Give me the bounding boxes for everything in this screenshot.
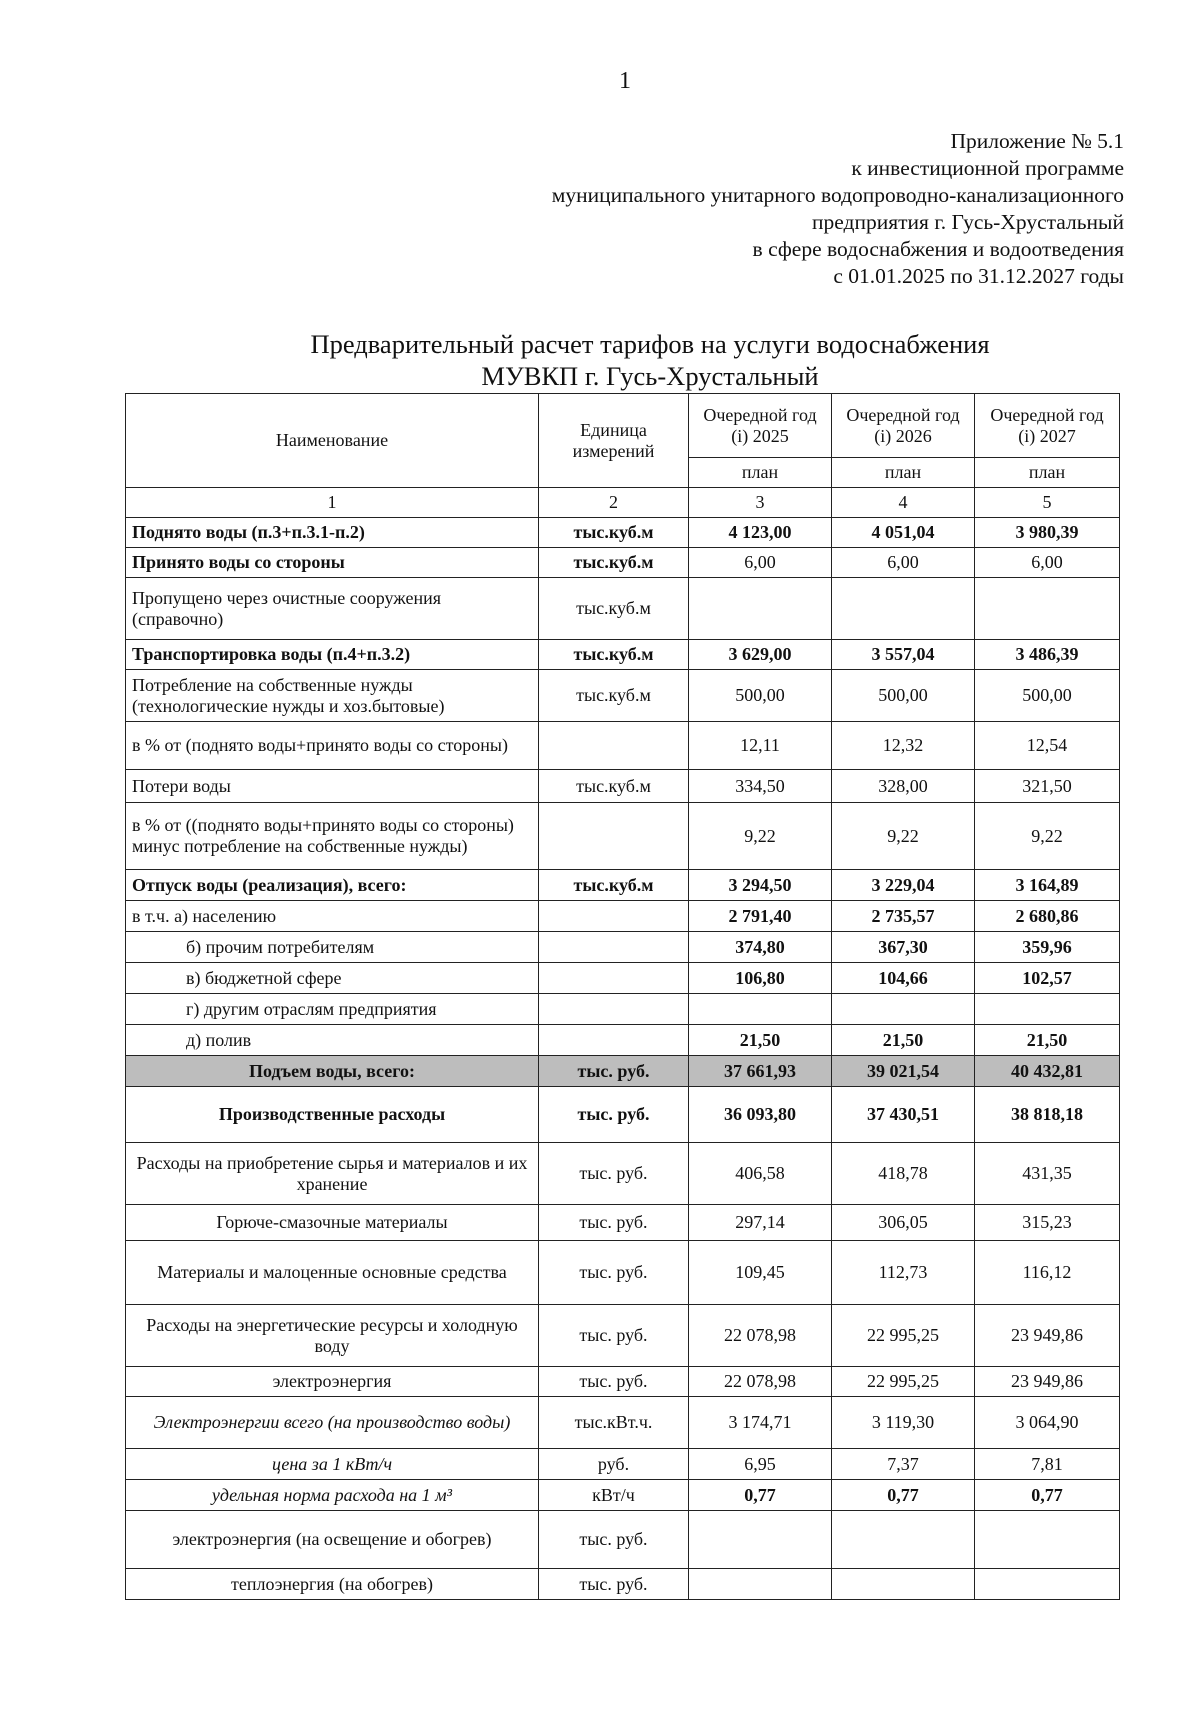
value-2025: 2 791,40 xyxy=(689,901,832,932)
row-unit: тыс.куб.м xyxy=(539,640,689,670)
value-2027: 23 949,86 xyxy=(975,1367,1120,1397)
annex-line: с 01.01.2025 по 31.12.2027 годы xyxy=(833,264,1124,288)
row-name: Потребление на собственные нужды (технологические нужды и хоз.бытовые) xyxy=(126,670,539,722)
row-name: электроэнергия xyxy=(126,1367,539,1397)
table-row xyxy=(126,770,1120,803)
row-name: удельная норма расхода на 1 м³ xyxy=(126,1480,539,1511)
value-2026 xyxy=(832,994,975,1025)
value-2026: 3 119,30 xyxy=(832,1397,975,1449)
row-name: Транспортировка воды (п.4+п.3.2) xyxy=(126,640,539,670)
row-unit: тыс. руб. xyxy=(539,1056,689,1087)
table-row xyxy=(126,932,1120,963)
row-unit: тыс.куб.м xyxy=(539,670,689,722)
value-2025: 22 078,98 xyxy=(689,1367,832,1397)
value-2025: 3 294,50 xyxy=(689,870,832,901)
value-2027 xyxy=(975,578,1120,640)
value-2026: 500,00 xyxy=(832,670,975,722)
col-number: 3 xyxy=(689,488,832,518)
value-2025: 4 123,00 xyxy=(689,518,832,548)
table-row xyxy=(126,1449,1120,1480)
value-2026: 6,00 xyxy=(832,548,975,578)
header-year-2027: Очередной год (i) 2027 xyxy=(975,394,1120,458)
value-2025: 37 661,93 xyxy=(689,1056,832,1087)
row-unit: тыс.куб.м xyxy=(539,548,689,578)
value-2027: 38 818,18 xyxy=(975,1087,1120,1143)
header-year-2025: Очередной год (i) 2025 xyxy=(689,394,832,458)
row-name: Отпуск воды (реализация), всего: xyxy=(126,870,539,901)
value-2026: 3 557,04 xyxy=(832,640,975,670)
value-2025: 6,00 xyxy=(689,548,832,578)
value-2027: 321,50 xyxy=(975,770,1120,803)
value-2027: 315,23 xyxy=(975,1205,1120,1241)
row-unit: тыс.куб.м xyxy=(539,770,689,803)
table-row xyxy=(126,670,1120,722)
value-2026: 7,37 xyxy=(832,1449,975,1480)
value-2025: 36 093,80 xyxy=(689,1087,832,1143)
row-name: в) бюджетной сфере xyxy=(126,963,539,994)
row-unit: тыс. руб. xyxy=(539,1569,689,1600)
value-2027: 0,77 xyxy=(975,1480,1120,1511)
value-2026: 418,78 xyxy=(832,1143,975,1205)
table-row xyxy=(126,1511,1120,1569)
row-unit: тыс.кВт.ч. xyxy=(539,1397,689,1449)
value-2027: 431,35 xyxy=(975,1143,1120,1205)
row-unit: тыс. руб. xyxy=(539,1205,689,1241)
value-2027: 7,81 xyxy=(975,1449,1120,1480)
value-2025: 406,58 xyxy=(689,1143,832,1205)
value-2027: 2 680,86 xyxy=(975,901,1120,932)
value-2027: 3 980,39 xyxy=(975,518,1120,548)
row-unit: кВт/ч xyxy=(539,1480,689,1511)
value-2027: 116,12 xyxy=(975,1241,1120,1305)
header-plan: план xyxy=(689,458,832,488)
value-2027: 359,96 xyxy=(975,932,1120,963)
annex-line: предприятия г. Гусь-Хрустальный xyxy=(812,210,1124,234)
value-2026: 9,22 xyxy=(832,803,975,870)
value-2026: 328,00 xyxy=(832,770,975,803)
value-2027: 23 949,86 xyxy=(975,1305,1120,1367)
value-2027: 40 432,81 xyxy=(975,1056,1120,1087)
row-unit: тыс.куб.м xyxy=(539,870,689,901)
value-2025: 3 629,00 xyxy=(689,640,832,670)
value-2027 xyxy=(975,1569,1120,1600)
value-2027: 9,22 xyxy=(975,803,1120,870)
row-name: Расходы на энергетические ресурсы и холодную воду xyxy=(126,1305,539,1367)
value-2025 xyxy=(689,1569,832,1600)
col-number: 2 xyxy=(539,488,689,518)
table-row xyxy=(126,1241,1120,1305)
value-2027: 21,50 xyxy=(975,1025,1120,1056)
row-unit: тыс. руб. xyxy=(539,1305,689,1367)
value-2026: 112,73 xyxy=(832,1241,975,1305)
table-row xyxy=(126,994,1120,1025)
value-2025: 12,11 xyxy=(689,722,832,770)
value-2025: 106,80 xyxy=(689,963,832,994)
row-name: Принято воды со стороны xyxy=(126,548,539,578)
value-2026: 367,30 xyxy=(832,932,975,963)
row-unit: тыс. руб. xyxy=(539,1367,689,1397)
row-unit xyxy=(539,803,689,870)
value-2026: 3 229,04 xyxy=(832,870,975,901)
table-row xyxy=(126,1569,1120,1600)
row-unit: тыс. руб. xyxy=(539,1087,689,1143)
row-name: Материалы и малоценные основные средства xyxy=(126,1241,539,1305)
value-2026: 12,32 xyxy=(832,722,975,770)
row-unit xyxy=(539,1025,689,1056)
value-2026 xyxy=(832,1569,975,1600)
table-row xyxy=(126,803,1120,870)
table-row xyxy=(126,518,1120,548)
table-row xyxy=(126,578,1120,640)
value-2025: 3 174,71 xyxy=(689,1397,832,1449)
table-row xyxy=(126,548,1120,578)
row-unit: тыс. руб. xyxy=(539,1143,689,1205)
header-plan: план xyxy=(975,458,1120,488)
table-row xyxy=(126,640,1120,670)
tariff-table xyxy=(125,393,1120,1600)
annex-line: к инвестиционной программе xyxy=(851,156,1124,180)
value-2025: 109,45 xyxy=(689,1241,832,1305)
value-2027: 3 164,89 xyxy=(975,870,1120,901)
document-title xyxy=(200,328,1100,392)
row-name: Производственные расходы xyxy=(126,1087,539,1143)
table-row xyxy=(126,1305,1120,1367)
header-name: Наименование xyxy=(126,394,539,488)
row-unit: тыс.куб.м xyxy=(539,578,689,640)
value-2027 xyxy=(975,994,1120,1025)
table-row xyxy=(126,1056,1120,1087)
table-row xyxy=(126,1087,1120,1143)
value-2027: 6,00 xyxy=(975,548,1120,578)
table-row xyxy=(126,963,1120,994)
col-number: 1 xyxy=(126,488,539,518)
table-row xyxy=(126,1367,1120,1397)
row-unit xyxy=(539,963,689,994)
row-name: Подъем воды, всего: xyxy=(126,1056,539,1087)
value-2026 xyxy=(832,578,975,640)
value-2026: 4 051,04 xyxy=(832,518,975,548)
value-2025: 297,14 xyxy=(689,1205,832,1241)
header-plan: план xyxy=(832,458,975,488)
table-row xyxy=(126,722,1120,770)
value-2026: 2 735,57 xyxy=(832,901,975,932)
table-row xyxy=(126,1205,1120,1241)
row-name: в т.ч. а) населению xyxy=(126,901,539,932)
col-number: 4 xyxy=(832,488,975,518)
value-2025 xyxy=(689,578,832,640)
table-row xyxy=(126,1025,1120,1056)
header-unit: Единица измерений xyxy=(539,394,689,488)
value-2026: 22 995,25 xyxy=(832,1367,975,1397)
value-2026: 0,77 xyxy=(832,1480,975,1511)
table-row xyxy=(126,870,1120,901)
row-name: Пропущено через очистные сооружения (справочно) xyxy=(126,578,539,640)
header-year-2026: Очередной год (i) 2026 xyxy=(832,394,975,458)
value-2027: 3 486,39 xyxy=(975,640,1120,670)
value-2025: 0,77 xyxy=(689,1480,832,1511)
value-2027: 12,54 xyxy=(975,722,1120,770)
row-unit: тыс. руб. xyxy=(539,1241,689,1305)
value-2026: 21,50 xyxy=(832,1025,975,1056)
value-2025 xyxy=(689,994,832,1025)
row-unit xyxy=(539,932,689,963)
value-2026: 104,66 xyxy=(832,963,975,994)
value-2027 xyxy=(975,1511,1120,1569)
value-2026 xyxy=(832,1511,975,1569)
value-2026: 37 430,51 xyxy=(832,1087,975,1143)
value-2025: 334,50 xyxy=(689,770,832,803)
value-2025: 22 078,98 xyxy=(689,1305,832,1367)
row-name: б) прочим потребителям xyxy=(126,932,539,963)
row-name: в % от ((поднято воды+принято воды со стороны) минус потребление на собственные нужды) xyxy=(126,803,539,870)
annex-line: в сфере водоснабжения и водоотведения xyxy=(752,237,1124,261)
row-unit xyxy=(539,994,689,1025)
value-2025: 21,50 xyxy=(689,1025,832,1056)
row-unit: тыс.куб.м xyxy=(539,518,689,548)
value-2026: 22 995,25 xyxy=(832,1305,975,1367)
title-line-1: Предварительный расчет тарифов на услуги водоснабжения xyxy=(310,329,990,359)
row-name: в % от (поднято воды+принято воды со стороны) xyxy=(126,722,539,770)
row-name: д) полив xyxy=(126,1025,539,1056)
value-2025: 9,22 xyxy=(689,803,832,870)
page-number: 1 xyxy=(619,68,631,94)
row-name: Поднято воды (п.3+п.3.1-п.2) xyxy=(126,518,539,548)
row-name: цена за 1 кВт/ч xyxy=(126,1449,539,1480)
row-name: теплоэнергия (на обогрев) xyxy=(126,1569,539,1600)
value-2026: 306,05 xyxy=(832,1205,975,1241)
value-2025 xyxy=(689,1511,832,1569)
row-unit: руб. xyxy=(539,1449,689,1480)
row-name: электроэнергия (на освещение и обогрев) xyxy=(126,1511,539,1569)
value-2025: 6,95 xyxy=(689,1449,832,1480)
row-name: Потери воды xyxy=(126,770,539,803)
row-name: Расходы на приобретение сырья и материалов и их хранение xyxy=(126,1143,539,1205)
row-name: Электроэнергии всего (на производство воды) xyxy=(126,1397,539,1449)
value-2027: 102,57 xyxy=(975,963,1120,994)
row-name: г) другим отраслям предприятия xyxy=(126,994,539,1025)
annex-header xyxy=(552,128,1124,290)
value-2025: 374,80 xyxy=(689,932,832,963)
row-unit xyxy=(539,722,689,770)
col-number: 5 xyxy=(975,488,1120,518)
table-row xyxy=(126,1143,1120,1205)
row-unit: тыс. руб. xyxy=(539,1511,689,1569)
annex-line: муниципального унитарного водопроводно-канализационного xyxy=(551,183,1124,207)
value-2025: 500,00 xyxy=(689,670,832,722)
annex-line: Приложение № 5.1 xyxy=(950,129,1124,153)
value-2027: 3 064,90 xyxy=(975,1397,1120,1449)
table-row xyxy=(126,901,1120,932)
row-name: Горюче-смазочные материалы xyxy=(126,1205,539,1241)
value-2026: 39 021,54 xyxy=(832,1056,975,1087)
table-row xyxy=(126,1480,1120,1511)
value-2027: 500,00 xyxy=(975,670,1120,722)
row-unit xyxy=(539,901,689,932)
table-row xyxy=(126,1397,1120,1449)
title-line-2: МУВКП г. Гусь-Хрустальный xyxy=(481,361,819,391)
